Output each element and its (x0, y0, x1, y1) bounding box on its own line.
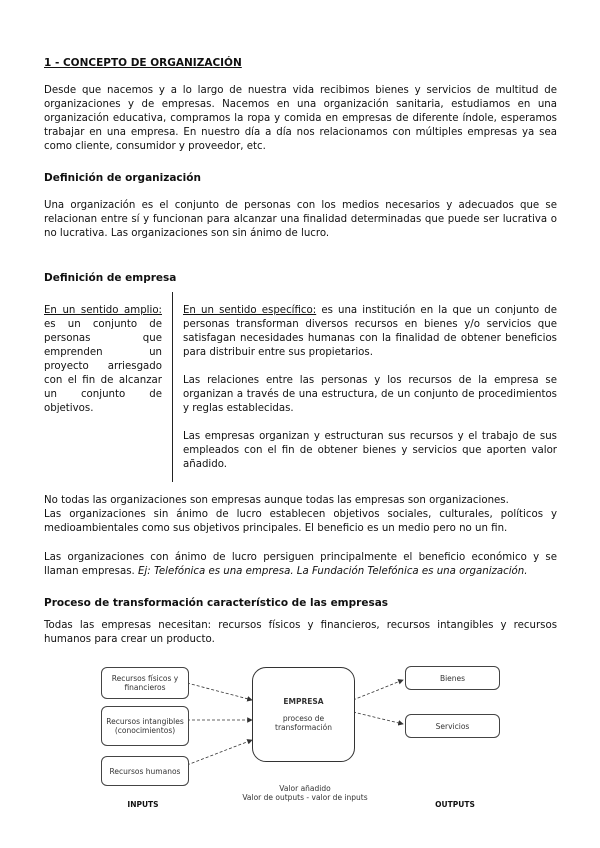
section-title: 1 - CONCEPTO DE ORGANIZACIÓN (44, 57, 242, 69)
input-box-3: Recursos humanos (101, 756, 189, 786)
arrow-input-1 (187, 683, 252, 700)
company-box (252, 667, 355, 762)
inputs-label: INPUTS (127, 800, 159, 809)
broad-sense-label: En un sentido amplio: (44, 305, 162, 316)
company-subtitle: proceso de transformación (275, 714, 332, 732)
specific-sense-label: En un sentido específico: (183, 305, 317, 316)
relations-paragraph: Las relaciones entre las personas y los recursos de la empresa se organizan a través de una estructura, de un conjunto de procedimientos y reglas establecidas. (183, 375, 557, 414)
output-box-1: Bienes (405, 666, 500, 690)
notes-line-3-start: Las organizaciones con ánimo de lucro persiguen principalmente el beneficio económico y se llaman empresas. (44, 552, 557, 577)
value-added-title: Valor añadido (279, 784, 331, 793)
arrow-input-3 (187, 740, 252, 765)
specific-sense-text: es una institución en la que un conjunto de personas transforman diversos recursos en bienes y/o servicios que satisfagan necesidades humanas con la finalidad de obtener beneficios para distribuir entre sus propietarios. (183, 305, 557, 358)
def-org-paragraph: Una organización es el conjunto de personas con los medios necesarios y adecuados que se relacionan entre sí y funcionan para alcanzar una finalidad determinadas que puede ser lucrativa o no lucrativa. Las organizaciones son sin ánimo de lucro. (44, 200, 557, 239)
input-box-2: Recursos intangibles (conocimientos) (101, 706, 189, 746)
notes-line-1: No todas las organizaciones son empresas aunque todas las empresas son organizaciones. (44, 495, 509, 506)
arrow-output-2 (353, 712, 403, 724)
proceso-paragraph: Todas las empresas necesitan: recursos físicos y financieros, recursos intangibles y recursos humanos para crear un producto. (44, 620, 557, 645)
intro-paragraph: Desde que nacemos y a lo largo de nuestra vida recibimos bienes y servicios de multitud de organizaciones y de empresas. Nacemos en una organización sanitaria, estudiamos en una organización educativa, compramos la ropa y comida en empresas de diferente índole, esperamos trabajar en una empresa. En nuestro día a día nos relacionamos con múltiples empresas ya sea como cliente, consumidor y proveedor, etc. (44, 85, 557, 152)
def-org-heading: Definición de organización (44, 172, 201, 184)
company-title: EMPRESA (283, 697, 324, 706)
notes-line-2: Las organizaciones sin ánimo de lucro establecen objetivos sociales, culturales, políticos y medioambientales como sus objetivos principales. El beneficio es un medio pero no un fin. (44, 509, 557, 534)
organize-paragraph: Las empresas organizan y estructuran sus recursos y el trabajo de sus empleados con el fin de obtener bienes y servicios que aporten valor añadido. (183, 431, 557, 470)
proceso-heading: Proceso de transformación característico de las empresas (44, 597, 389, 609)
value-added-formula: Valor de outputs - valor de inputs (242, 793, 368, 802)
def-empresa-heading: Definición de empresa (44, 272, 177, 284)
broad-sense-text: es un conjunto de personas que emprenden un proyecto arriesgado con el fin de alcanzar un conjunto de objetivos. (44, 319, 162, 414)
arrow-output-1 (353, 680, 403, 700)
notes-example: Ej: Telefónica es una empresa. La Fundación Telefónica es una organización. (138, 566, 528, 577)
outputs-label: OUTPUTS (435, 800, 475, 809)
input-box-1: Recursos físicos y financieros (101, 667, 189, 699)
output-box-2: Servicios (405, 714, 500, 738)
